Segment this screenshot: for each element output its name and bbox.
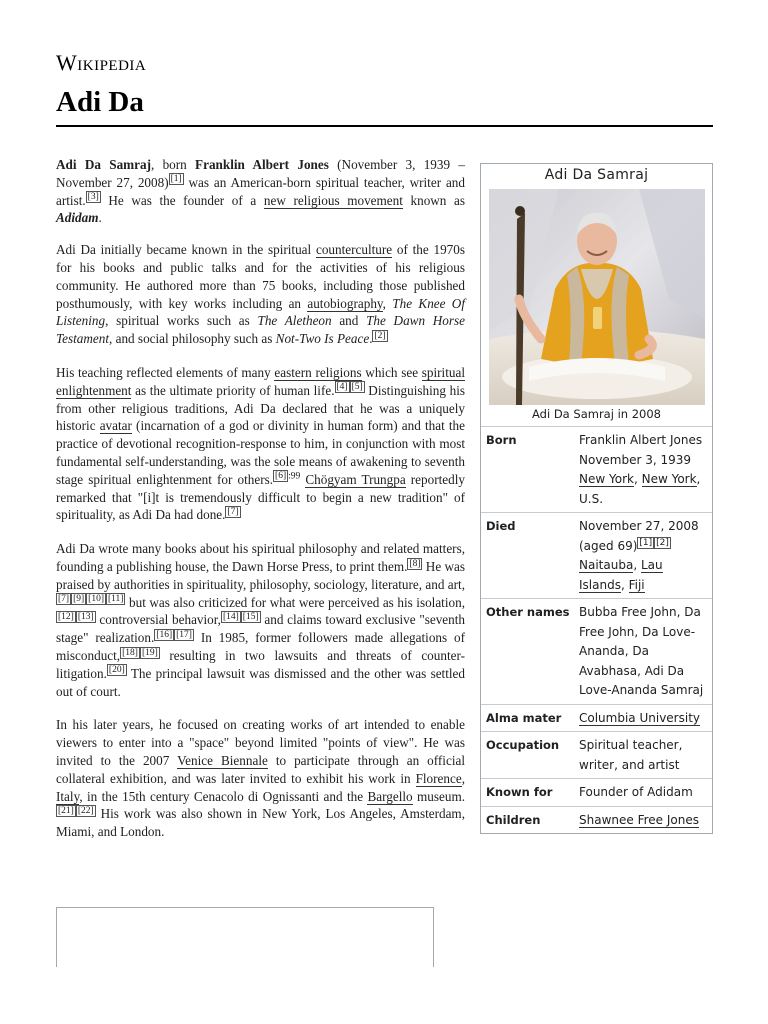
wikipedia-wordmark[interactable]: Wikipedia	[56, 50, 147, 75]
citation-6-page: :99	[288, 471, 301, 482]
citation-14[interactable]: [14]	[222, 611, 239, 622]
paragraph-works: Adi Da initially became known in the spiritual counterculture of the 1970s for his books and public talks and for the activities of his religious community. He authored more than 75 books, including those published posthumously, with key works including an autobiography, The Knee Of Listening, spiritual works such as The Aletheon and The Dawn Horse Testament, and social philosophy such as Not-Two Is Peace. [2]	[56, 242, 466, 347]
link-avatar[interactable]: avatar	[99, 418, 132, 434]
link-fiji[interactable]: Fiji	[628, 577, 645, 592]
paragraph-teaching: His teaching reflected elements of many eastern religions which see spiritual enlightenment as the ultimate priority of human life. [4] [5] Distinguishing his from other religious traditions, Adi Da declared that he was a uniquely historic avatar (incarnation of a god or divinity in human form) and that the practice of devotional recognition-response to him, in conjunction with most fundamental self-understanding, was the sole means of awakening to seventh stage spiritual enlightenment for others. [6] $^{:99}$ Chögyam Trungpa reportedly remarked that "[i]t is tremendously difficult to begin a new tradition" of spirituality, as Adi Da had done. [7]	[56, 364, 465, 523]
infobox-title: Adi Da Samraj	[544, 167, 649, 183]
infobox-row-children: Children Shawnee Free Jones	[481, 806, 712, 834]
citation-15[interactable]: [15]	[242, 611, 259, 622]
citation-16[interactable]: [16]	[156, 629, 173, 640]
link-new-religious-movement[interactable]: new religious movement	[263, 192, 403, 208]
link-eastern-religions[interactable]: eastern religions	[274, 364, 362, 380]
birth-place: New York, New York, U.S.	[579, 472, 701, 506]
paragraph-intro: Adi Da Samraj, born Franklin Albert Jones (November 3, 1939 – November 27, 2008) [1] was an American-born spiritual teacher, writer and artist. [3] He was the founder of a new religious movement known as Adidam.	[56, 157, 465, 226]
infobox-row-alma-mater: Alma mater Columbia University	[481, 704, 712, 732]
link-naitauba[interactable]: Naitauba	[579, 558, 634, 572]
infobox-row-other-names: Other names Bubba Free John, Da Free John, Da Love-Ananda, Da Avabhasa, Adi Da Love-Ananda Samraj	[481, 598, 712, 704]
citation-10[interactable]: [10]	[88, 594, 104, 605]
citation-12[interactable]: [12]	[58, 611, 74, 622]
link-new-york-state[interactable]: New York	[641, 472, 697, 486]
citation-22[interactable]: [22]	[77, 805, 94, 816]
birth-name-value: Franklin Albert Jones	[579, 433, 703, 447]
infobox-row-born: Born Franklin Albert Jones November 3, 1939 New York, New York, U.S.	[481, 426, 712, 512]
link-italy[interactable]: Italy	[56, 788, 80, 804]
citation-3[interactable]: [3]	[87, 192, 99, 203]
citation-5[interactable]: [5]	[351, 382, 363, 393]
infobox-row-occupation: Occupation Spiritual teacher, writer, and artist	[481, 731, 712, 778]
link-autobiography[interactable]: autobiography	[307, 295, 383, 311]
citation-7[interactable]: [7]	[227, 506, 239, 517]
book-dawn-horse-testament: The Dawn Horse Testament	[56, 313, 465, 347]
link-venice-biennale[interactable]: Venice Biennale	[177, 752, 268, 768]
citation-4[interactable]: [4]	[336, 382, 348, 393]
adidam-term: Adidam	[56, 210, 99, 226]
known-for-value: Founder of Adidam	[579, 785, 693, 799]
citation-died-2[interactable]: [2]	[656, 537, 669, 548]
birth-date: November 3, 1939	[579, 452, 692, 467]
citation-20[interactable]: [20]	[108, 665, 125, 676]
page-title: Adi Da	[56, 86, 144, 118]
citation-1[interactable]: [1]	[170, 174, 182, 185]
citation-2[interactable]: [2]	[374, 330, 386, 341]
death-place: Naitauba, Lau Islands, Fiji	[579, 558, 663, 592]
book-knee-of-listening: The Knee Of Listening	[56, 295, 465, 329]
portrait-image	[489, 189, 705, 405]
link-bargello[interactable]: Bargello	[367, 788, 413, 804]
book-aletheon: The Aletheon	[257, 313, 332, 329]
link-new-york-city[interactable]: New York	[579, 472, 634, 486]
paragraph-books: Adi Da wrote many books about his spiritual philosophy and related matters, founding a publishing house, the Dawn Horse Press, to print them. [8] He was praised by authorities in spirituality, philosophy, sociology, literature, and art,[7] [9] [10] [11] but was also criticized for what were perceived as his isolation,[12] [13] controversial behavior, [14] [15] and claims toward exclusive "seventh stage" realization. [16] [17] In 1985, former followers made allegations of misconduct, [18] [19] resulting in two lawsuits and threats of counter-litigation. [20] The principal lawsuit was dismissed and the other was settled out of court.	[56, 541, 466, 699]
citation-7b[interactable]: [7]	[58, 594, 70, 605]
citation-died-1[interactable]: [1]	[639, 537, 653, 548]
citation-11[interactable]: [11]	[107, 594, 124, 605]
link-chogyam-trungpa[interactable]: Chögyam Trungpa	[305, 471, 406, 487]
photo-caption: Adi Da Samraj in 2008	[532, 407, 661, 421]
link-shawnee-free-jones[interactable]: Shawnee Free Jones	[579, 812, 699, 827]
citation-13[interactable]: [13]	[77, 611, 94, 622]
infobox-row-died: Died November 27, 2008 (aged 69) [1] [2] Naitauba, Lau Islands, Fiji	[481, 512, 712, 598]
title-divider	[56, 125, 713, 127]
death-date: November 27, 2008	[579, 519, 699, 533]
birth-name: Franklin Albert Jones	[195, 157, 329, 172]
infobox-row-known-for: Known for Founder of Adidam	[481, 778, 712, 806]
death-age: (aged 69) [1] [2]	[579, 537, 669, 553]
table-of-contents-box	[56, 907, 434, 967]
citation-19[interactable]: [19]	[141, 647, 158, 658]
other-names-value: Bubba Free John, Da Free John, Da Love-Ananda, Da Avabhasa, Adi Da Love-Ananda Samraj	[579, 605, 704, 697]
citation-21[interactable]: [21]	[58, 805, 74, 816]
link-columbia-university[interactable]: Columbia University	[579, 710, 701, 725]
book-not-two-is-peace: Not-Two Is Peace	[275, 331, 370, 347]
article-body	[56, 156, 465, 855]
link-florence[interactable]: Florence	[415, 770, 462, 786]
infobox	[480, 163, 713, 834]
citation-17[interactable]: [17]	[176, 629, 192, 640]
citation-18[interactable]: [18]	[122, 647, 138, 658]
link-counterculture[interactable]: counterculture	[315, 242, 393, 258]
citation-6[interactable]: [6]	[275, 471, 287, 482]
portrait-photo[interactable]	[489, 189, 705, 405]
link-spiritual-enlightenment[interactable]: spiritual enlightenment	[56, 364, 465, 398]
link-lau-islands[interactable]: Lau Islands	[579, 558, 663, 592]
occupation-value: Spiritual teacher, writer, and artist	[579, 738, 683, 772]
paragraph-art: In his later years, he focused on creating works of art intended to enable viewers to enter into a "space" beyond limited "points of view". He was invited to the 2007 Venice Biennale to participate through an official collateral exhibition, and was later invited to exhibit his work in Florence, Italy, in the 15th century Cenacolo di Ognissanti and the Bargello museum.[21] [22] His work was also shown in New York, Los Angeles, Amsterdam, Miami, and London.	[56, 717, 466, 840]
citation-9[interactable]: [9]	[73, 594, 85, 605]
subject-name: Adi Da Samraj	[56, 157, 151, 172]
citation-8[interactable]: [8]	[409, 558, 421, 569]
